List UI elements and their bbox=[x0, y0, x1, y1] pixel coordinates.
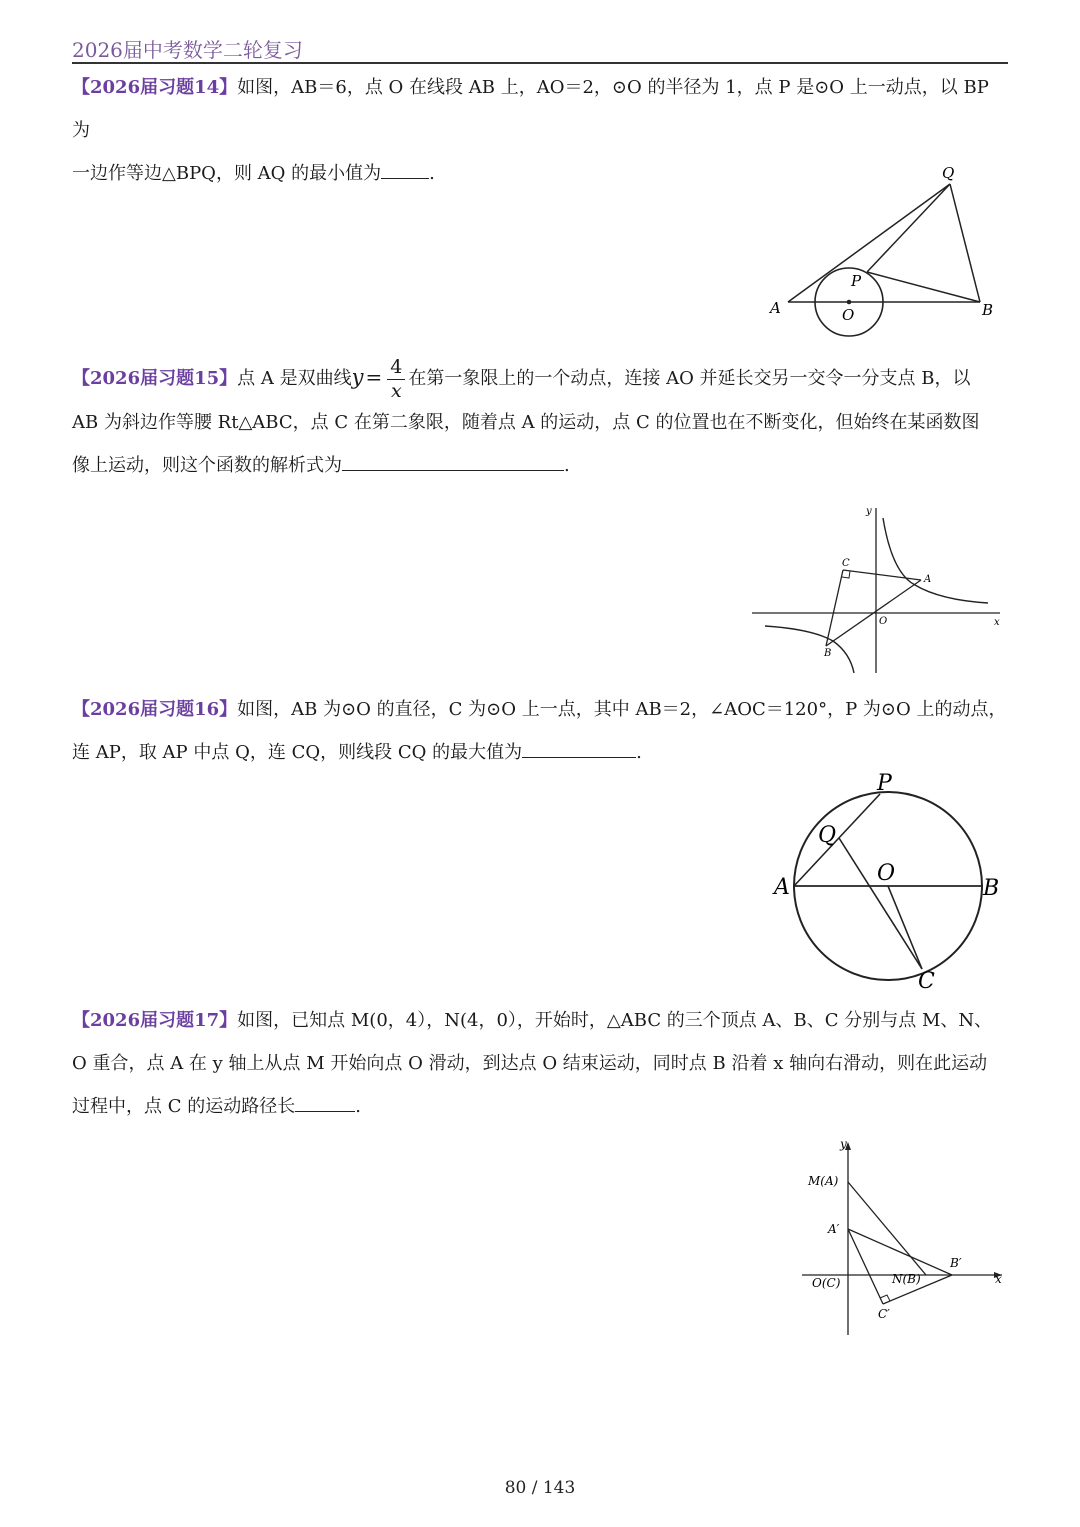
label-a: A bbox=[924, 574, 932, 585]
problem-15-line-2 bbox=[72, 401, 1008, 444]
problem-15-period: . bbox=[564, 455, 570, 476]
answer-blank-16[interactable] bbox=[522, 735, 636, 758]
problem-14-tag: 【2026届习题14】 bbox=[72, 77, 238, 98]
fraction-denominator: x bbox=[390, 379, 402, 402]
problem-15-text-1b: 在第一象限上的一个动点，连接 AO 并延长交另一交令一分支点 B，以 bbox=[408, 368, 971, 389]
page-number: 80 / 143 bbox=[504, 1478, 576, 1498]
answer-blank-15[interactable] bbox=[342, 448, 564, 471]
problem-16-text-1: 如图，AB 为⊙O 的直径，C 为⊙O 上一点，其中 AB＝2，∠AOC＝120°，P 为⊙O 上的动点， bbox=[237, 699, 1007, 720]
label-a: A bbox=[770, 299, 781, 317]
problem-17 bbox=[72, 999, 1008, 1128]
answer-blank-17[interactable] bbox=[295, 1089, 355, 1112]
problem-15-text-1a: 点 A 是双曲线 bbox=[237, 368, 352, 389]
problem-15-text-2: AB 为斜边作等腰 Rt△ABC，点 C 在第二象限，随着点 A 的运动，点 C 的位置也在不断变化，但始终在某函数图 bbox=[72, 412, 980, 433]
label-o: O bbox=[842, 306, 855, 324]
problem-17-text-2: O 重合，点 A 在 y 轴上从点 M 开始向点 O 滑动，到达点 O 结束运动，同时点 B 沿着 x 轴向右滑动，则在此运动 bbox=[72, 1053, 988, 1074]
segment-qb bbox=[950, 184, 980, 302]
segment-mn bbox=[848, 1182, 926, 1275]
problem-15-text-3: 像上运动，则这个函数的解析式为 bbox=[72, 455, 342, 476]
hyperbola-branch-1 bbox=[883, 518, 988, 603]
label-n-b: N(B) bbox=[892, 1272, 921, 1286]
problem-17-line-1 bbox=[72, 999, 1008, 1042]
label-a-prime: A′ bbox=[828, 1222, 840, 1236]
problem-14-period: . bbox=[429, 163, 435, 184]
problem-15-tag: 【2026届习题15】 bbox=[72, 368, 238, 389]
segment-ca bbox=[843, 570, 921, 580]
problem-16-text-2: 连 AP，取 AP 中点 Q，连 CQ，则线段 CQ 的最大值为 bbox=[72, 742, 523, 763]
problem-16-tag: 【2026届习题16】 bbox=[72, 699, 238, 720]
segment-oc bbox=[888, 886, 922, 969]
header-title: 2026届中考数学二轮复习 bbox=[72, 38, 303, 62]
problem-17-tag: 【2026届习题17】 bbox=[72, 1010, 238, 1031]
function-equals: = bbox=[365, 365, 383, 389]
problem-17-line-3 bbox=[72, 1085, 1008, 1128]
label-b: B bbox=[982, 301, 994, 319]
label-p: P bbox=[851, 272, 862, 290]
problem-16-line-1 bbox=[72, 688, 1008, 731]
label-q: Q bbox=[942, 164, 955, 182]
point-o-dot bbox=[847, 300, 852, 305]
problem-14-text-2: 一边作等边△BPQ，则 AQ 的最小值为 bbox=[72, 163, 382, 184]
problem-14-text-1: 如图，AB＝6，点 O 在线段 AB 上，AO＝2，⊙O 的半径为 1，点 P 是⊙O 上一动点，以 BP 为 bbox=[72, 77, 989, 141]
segment-pb bbox=[867, 272, 980, 302]
figure-15 bbox=[750, 503, 1010, 678]
function-y: y bbox=[351, 365, 364, 389]
label-m-a: M(A) bbox=[808, 1174, 839, 1188]
hyperbola-branch-3 bbox=[765, 626, 854, 673]
label-y: y bbox=[840, 1137, 847, 1151]
fraction-numerator: 4 bbox=[387, 358, 405, 380]
problem-14-line-1 bbox=[72, 66, 1008, 152]
label-o-c: O(C) bbox=[812, 1276, 841, 1290]
segment-a1c1 bbox=[848, 1229, 883, 1304]
answer-blank-14[interactable] bbox=[381, 156, 429, 179]
label-p: P bbox=[877, 771, 892, 796]
label-q: Q bbox=[818, 823, 837, 848]
label-b-prime: B′ bbox=[950, 1256, 962, 1270]
problem-17-text-1: 如图，已知点 M(0，4），N(4，0），开始时，△ABC 的三个顶点 A、B、C 分别与点 M、N、 bbox=[237, 1010, 993, 1031]
label-c: C bbox=[842, 558, 850, 569]
label-x: x bbox=[994, 617, 1000, 628]
problem-15-line-3 bbox=[72, 444, 1008, 487]
segment-qc bbox=[839, 838, 922, 969]
label-x: x bbox=[995, 1272, 1002, 1286]
label-b: B bbox=[824, 648, 832, 659]
label-o: O bbox=[877, 861, 896, 886]
label-y: y bbox=[866, 506, 872, 517]
problem-16-period: . bbox=[636, 742, 642, 763]
figure-16 bbox=[770, 768, 1010, 993]
problem-17-line-2 bbox=[72, 1042, 1008, 1085]
label-c-prime: C′ bbox=[878, 1307, 890, 1321]
figure-17 bbox=[800, 1132, 1010, 1342]
figure-14 bbox=[760, 158, 1010, 343]
segment-pq bbox=[867, 184, 950, 272]
problem-17-text-3: 过程中，点 C 的运动路径长 bbox=[72, 1096, 296, 1117]
problem-16 bbox=[72, 688, 1008, 774]
problem-15-line-1 bbox=[72, 353, 1008, 401]
problem-17-period: . bbox=[355, 1096, 361, 1117]
label-c: C bbox=[918, 969, 935, 993]
label-a: A bbox=[774, 875, 790, 900]
label-o: O bbox=[879, 616, 888, 627]
label-b: B bbox=[983, 876, 1000, 901]
header-divider bbox=[72, 62, 1008, 64]
segment-aq bbox=[788, 184, 950, 302]
segment-cb bbox=[826, 570, 843, 646]
function-fraction bbox=[387, 355, 405, 402]
problem-15 bbox=[72, 353, 1008, 487]
segment-a1b1 bbox=[848, 1229, 952, 1275]
